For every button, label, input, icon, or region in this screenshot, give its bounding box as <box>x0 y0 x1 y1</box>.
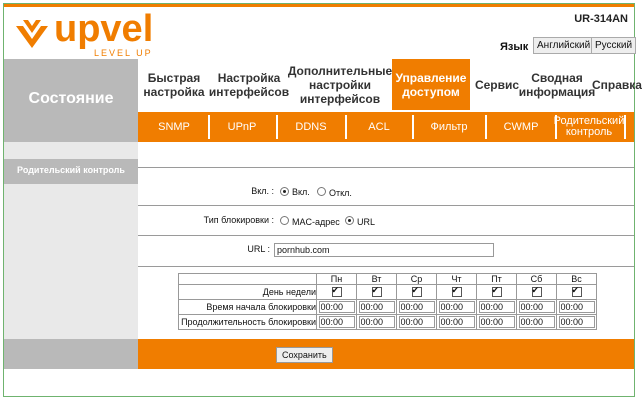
schedule-day-header: Чт <box>437 274 477 285</box>
footer-sidebar-block <box>4 339 138 369</box>
nav-access-management[interactable]: Управление доступом <box>392 59 470 110</box>
enable-off-label: Откл. <box>329 188 352 198</box>
day-checkbox-sun[interactable] <box>572 287 582 297</box>
start-time-input[interactable] <box>559 301 595 313</box>
section-divider <box>138 167 634 168</box>
day-checkbox-wed[interactable] <box>412 287 422 297</box>
language-label: Язык <box>500 41 529 53</box>
section-divider <box>138 205 634 206</box>
time-cell <box>437 315 477 330</box>
schedule-header-row <box>179 274 597 285</box>
subnav-cwmp[interactable]: CWMP <box>503 120 539 133</box>
schedule-duration-row <box>179 315 597 330</box>
subnav-parental-control[interactable]: Родительский контроль <box>553 115 625 138</box>
url-label: URL : <box>247 244 270 254</box>
day-cell <box>557 285 597 300</box>
start-time-input[interactable] <box>439 301 475 313</box>
subnav-divider <box>345 115 347 139</box>
enable-on-radio[interactable] <box>280 187 289 196</box>
subnav-upnp[interactable]: UPnP <box>227 120 257 133</box>
upvel-logo-icon <box>12 14 52 58</box>
section-divider <box>138 266 634 267</box>
subnav-snmp[interactable]: SNMP <box>158 120 190 133</box>
time-cell <box>517 315 557 330</box>
schedule-day-header: Пн <box>317 274 357 285</box>
schedule-day-header: Вс <box>557 274 597 285</box>
day-cell <box>317 285 357 300</box>
save-button[interactable]: Сохранить <box>276 347 333 363</box>
start-time-input[interactable] <box>479 301 515 313</box>
sidebar-section-label: Родительский контроль <box>17 165 125 175</box>
nav-advanced-setup[interactable]: Дополнительные настройки интерфейсов <box>287 63 393 106</box>
schedule-day-header: Ср <box>397 274 437 285</box>
schedule-day-header: Пт <box>477 274 517 285</box>
enable-label: Вкл. : <box>251 186 274 196</box>
nav-maintenance[interactable]: Сервис <box>474 77 520 92</box>
time-cell <box>397 315 437 330</box>
day-of-week-label: День недели <box>179 285 317 300</box>
schedule-corner-cell <box>179 274 317 285</box>
schedule-day-header: Сб <box>517 274 557 285</box>
day-cell <box>517 285 557 300</box>
time-cell <box>517 300 557 315</box>
nav-status-summary[interactable]: Сводная информация <box>518 70 596 99</box>
start-time-input[interactable] <box>359 301 395 313</box>
time-cell <box>397 300 437 315</box>
subnav-filter[interactable]: Фильтр <box>430 120 468 133</box>
nav-quick-setup[interactable]: Быстрая настройка <box>143 70 205 99</box>
enable-on-label: Вкл. <box>292 187 310 197</box>
language-english-button[interactable]: Английский <box>533 37 594 54</box>
duration-input[interactable] <box>319 316 355 328</box>
sidebar-status-label: Состояние <box>28 90 114 107</box>
footer-action-bar <box>138 339 634 369</box>
day-checkbox-tue[interactable] <box>372 287 382 297</box>
day-checkbox-mon[interactable] <box>332 287 342 297</box>
time-cell <box>357 300 397 315</box>
day-cell <box>477 285 517 300</box>
day-checkbox-thu[interactable] <box>452 287 462 297</box>
start-time-input[interactable] <box>319 301 355 313</box>
nav-help[interactable]: Справка <box>592 77 642 92</box>
schedule-day-header: Вт <box>357 274 397 285</box>
subnav-ddns[interactable]: DDNS <box>295 120 327 133</box>
block-type-label: Тип блокировки : <box>203 215 274 225</box>
duration-label: Продолжительность блокировки <box>179 315 317 330</box>
time-cell <box>477 315 517 330</box>
time-cell <box>357 315 397 330</box>
schedule-start-row <box>179 300 597 315</box>
top-accent-line <box>4 4 634 7</box>
day-cell <box>397 285 437 300</box>
subnav-divider <box>208 115 210 139</box>
subnav-acl[interactable]: ACL <box>368 120 390 133</box>
duration-input[interactable] <box>399 316 435 328</box>
brand-tagline: LEVEL UP <box>94 48 153 58</box>
language-russian-button[interactable]: Русский <box>591 37 636 54</box>
time-cell <box>317 315 357 330</box>
duration-input[interactable] <box>479 316 515 328</box>
model-name: UR-314AN <box>574 13 628 25</box>
day-checkbox-sat[interactable] <box>532 287 542 297</box>
start-time-label: Время начала блокировки <box>179 300 317 315</box>
start-time-input[interactable] <box>399 301 435 313</box>
block-type-url-label: URL <box>357 217 376 227</box>
schedule-table <box>178 273 597 330</box>
duration-input[interactable] <box>519 316 555 328</box>
section-divider <box>138 235 634 236</box>
enable-off-radio[interactable] <box>317 187 326 196</box>
duration-input[interactable] <box>439 316 475 328</box>
subnav-divider <box>276 115 278 139</box>
subnav-divider <box>624 115 626 139</box>
time-cell <box>557 315 597 330</box>
subnav-divider <box>412 115 414 139</box>
subnav-divider <box>485 115 487 139</box>
block-type-mac-radio[interactable] <box>280 216 289 225</box>
start-time-input[interactable] <box>519 301 555 313</box>
duration-input[interactable] <box>559 316 595 328</box>
duration-input[interactable] <box>359 316 395 328</box>
time-cell <box>437 300 477 315</box>
day-cell <box>437 285 477 300</box>
day-checkbox-fri[interactable] <box>492 287 502 297</box>
time-cell <box>557 300 597 315</box>
router-admin-window <box>3 3 642 397</box>
time-cell <box>317 300 357 315</box>
day-cell <box>357 285 397 300</box>
nav-interface-setup[interactable]: Настройка интерфейсов <box>208 70 290 99</box>
time-cell <box>477 300 517 315</box>
block-type-mac-label: MAC-адрес <box>292 217 340 227</box>
schedule-day-row <box>179 285 597 300</box>
block-type-url-radio[interactable] <box>345 216 354 225</box>
url-input[interactable] <box>274 243 494 257</box>
brand-logo-text: upvel <box>54 8 154 50</box>
